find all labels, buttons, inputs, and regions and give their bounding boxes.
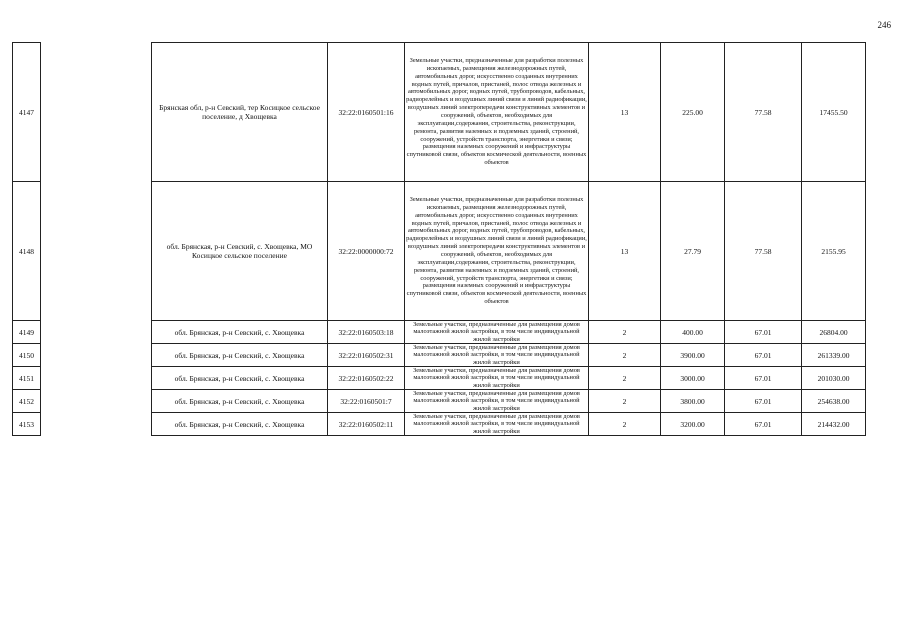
cadastral-number-cell: 32:22:0160502:11: [328, 413, 405, 436]
cadastral-number-cell: 32:22:0160502:31: [328, 344, 405, 367]
cadastral-number-cell: 32:22:0000000:72: [328, 182, 405, 321]
group-code-cell: 2: [589, 321, 661, 344]
table-row: [13, 321, 866, 344]
empty-cell: [41, 43, 152, 182]
empty-cell: [41, 390, 152, 413]
table-row: [13, 43, 866, 182]
row-number: 4148: [13, 182, 41, 321]
table-row: [13, 344, 866, 367]
specific-value-cell: 67.01: [725, 367, 802, 390]
area-cell: 3900.00: [661, 344, 725, 367]
land-registry-table: [12, 42, 866, 436]
cadastral-value-cell: 17455.50: [802, 43, 866, 182]
table-row: [13, 367, 866, 390]
empty-cell: [41, 321, 152, 344]
specific-value-cell: 67.01: [725, 413, 802, 436]
row-number: 4153: [13, 413, 41, 436]
area-cell: 400.00: [661, 321, 725, 344]
empty-cell: [41, 344, 152, 367]
land-use-cell: Земельные участки, предназначенные для разработки полезных ископаемых, размещения железнодорожных путей, автомобильных дорог, искусственно созданных внутренних водных путей, причалов, пристаней, полос отвода железных и автомобильных дорог, водных путей, трубопроводов, кабельных, радиорелейных и воздушных линий связи и линий радиофикации, воздушных линий электропередачи конструктивных элементов и сооружений, объектов, необходимых для эксплуатации,содержания, строительства, реконструкции, ремонта, развития наземных и подземных зданий, строений, сооружений, устройств транспорта, энергетики и связи; размещения наземных сооружений и инфраструктуры спутниковой связи, объектов космической деятельности, военных объектов: [405, 182, 589, 321]
table-row: [13, 413, 866, 436]
area-cell: 3200.00: [661, 413, 725, 436]
table-row: [13, 390, 866, 413]
group-code-cell: 2: [589, 344, 661, 367]
empty-cell: [41, 182, 152, 321]
group-code-cell: 2: [589, 413, 661, 436]
area-cell: 3000.00: [661, 367, 725, 390]
cadastral-number-cell: 32:22:0160502:22: [328, 367, 405, 390]
group-code-cell: 2: [589, 367, 661, 390]
area-cell: 3800.00: [661, 390, 725, 413]
specific-value-cell: 77.58: [725, 43, 802, 182]
address-cell: обл. Брянская, р-н Севский, с. Хвощевка, МО Косицкое сельское поселение: [152, 182, 328, 321]
land-use-cell: Земельные участки, предназначенные для разработки полезных ископаемых, размещения железнодорожных путей, автомобильных дорог, искусственно созданных внутренних водных путей, причалов, пристаней, полос отвода железных и автомобильных дорог, водных путей, трубопроводов, кабельных, радиорелейных и воздушных линий связи и линий радиофикации, воздушных линий электропередачи конструктивных элементов и сооружений, объектов, необходимых для эксплуатации,содержания, строительства, реконструкции, ремонта, развития наземных и подземных зданий, строений, сооружений, устройств транспорта, энергетики и связи; размещения наземных сооружений и инфраструктуры спутниковой связи, объектов космической деятельности, военных объектов: [405, 43, 589, 182]
group-code-cell: 2: [589, 390, 661, 413]
group-code-cell: 13: [589, 182, 661, 321]
cadastral-number-cell: 32:22:0160503:18: [328, 321, 405, 344]
row-number: 4150: [13, 344, 41, 367]
empty-cell: [41, 413, 152, 436]
cadastral-value-cell: 214432.00: [802, 413, 866, 436]
cadastral-number-cell: 32:22:0160501:7: [328, 390, 405, 413]
land-use-cell: Земельные участки, предназначенные для размещения домов малоэтажной жилой застройки, в том числе индивидуальной жилой застройки: [405, 367, 589, 390]
specific-value-cell: 67.01: [725, 390, 802, 413]
cadastral-value-cell: 201030.00: [802, 367, 866, 390]
address-cell: обл. Брянская, р-н Севский, с. Хвощевка: [152, 390, 328, 413]
land-use-cell: Земельные участки, предназначенные для размещения домов малоэтажной жилой застройки, в том числе индивидуальной жилой застройки: [405, 321, 589, 344]
row-number: 4152: [13, 390, 41, 413]
address-cell: Брянская обл, р-н Севский, тер Косицкое сельское поселение, д Хвощевка: [152, 43, 328, 182]
area-cell: 225.00: [661, 43, 725, 182]
specific-value-cell: 77.58: [725, 182, 802, 321]
row-number: 4151: [13, 367, 41, 390]
row-number: 4149: [13, 321, 41, 344]
cadastral-number-cell: 32:22:0160501:16: [328, 43, 405, 182]
group-code-cell: 13: [589, 43, 661, 182]
page-number: 246: [877, 20, 891, 30]
specific-value-cell: 67.01: [725, 344, 802, 367]
land-use-cell: Земельные участки, предназначенные для размещения домов малоэтажной жилой застройки, в том числе индивидуальной жилой застройки: [405, 344, 589, 367]
address-cell: обл. Брянская, р-н Севский, с. Хвощевка: [152, 344, 328, 367]
address-cell: обл. Брянская, р-н Севский, с. Хвощевка: [152, 367, 328, 390]
cadastral-value-cell: 2155.95: [802, 182, 866, 321]
land-use-cell: Земельные участки, предназначенные для размещения домов малоэтажной жилой застройки, в том числе индивидуальной жилой застройки: [405, 390, 589, 413]
area-cell: 27.79: [661, 182, 725, 321]
row-number: 4147: [13, 43, 41, 182]
specific-value-cell: 67.01: [725, 321, 802, 344]
cadastral-value-cell: 26804.00: [802, 321, 866, 344]
land-use-cell: Земельные участки, предназначенные для размещения домов малоэтажной жилой застройки, в том числе индивидуальной жилой застройки: [405, 413, 589, 436]
empty-cell: [41, 367, 152, 390]
table-row: [13, 182, 866, 321]
address-cell: обл. Брянская, р-н Севский, с. Хвощевка: [152, 321, 328, 344]
cadastral-value-cell: 261339.00: [802, 344, 866, 367]
address-cell: обл. Брянская, р-н Севский, с. Хвощевка: [152, 413, 328, 436]
cadastral-value-cell: 254638.00: [802, 390, 866, 413]
